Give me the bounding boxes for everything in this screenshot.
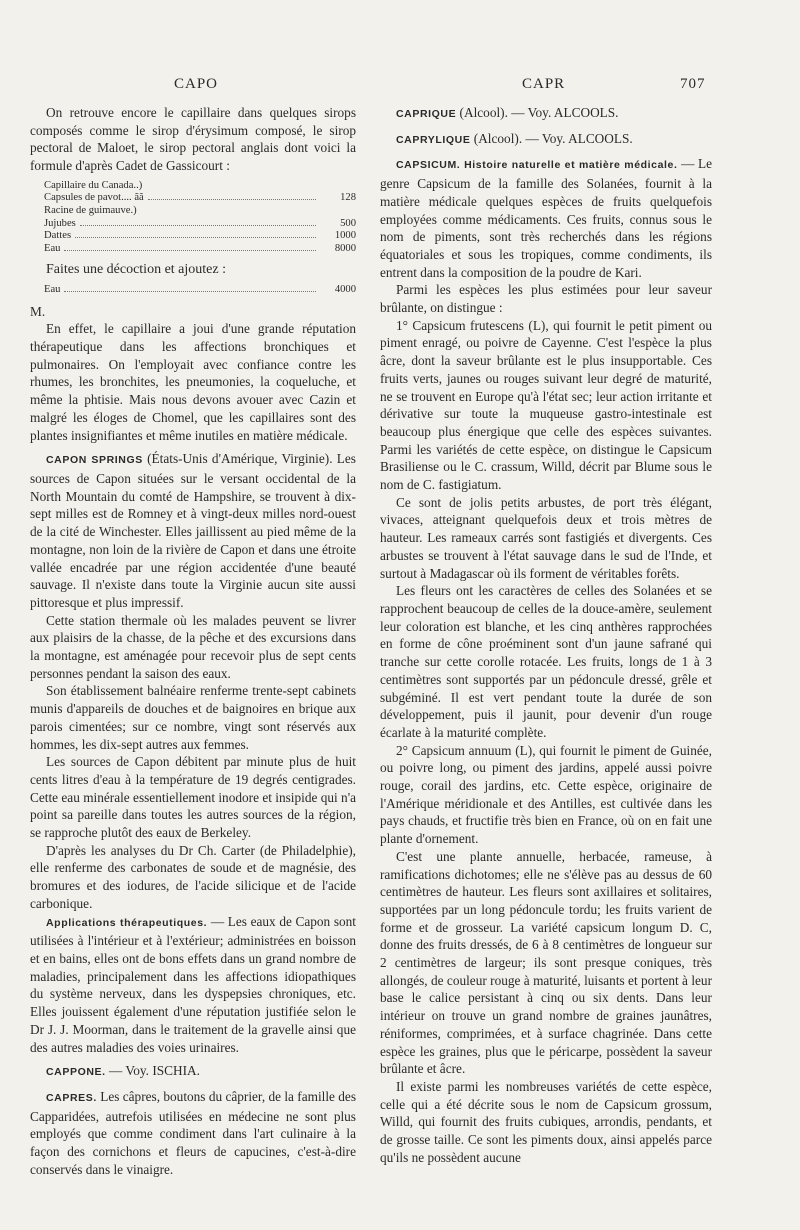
recipe-table-2 [44, 284, 356, 297]
recipe-mark: M. [30, 303, 46, 319]
running-header-center: CAPR [522, 76, 566, 92]
intro-paragraph: On retrouve encore le capillaire dans quelques sirops composés comme le sirop d'érysimum composé, le sirop pectoral de Maloet, le sirop pectoral anglais dont voici la formule d'après Cadet de Gassicourt : [30, 105, 356, 174]
headword: CAPON SPRINGS [46, 454, 143, 467]
headword: CAPRIQUE [396, 108, 457, 120]
subheading: Applications thérapeutiques. [46, 916, 208, 929]
headword: CAPRES. [46, 1091, 97, 1104]
recipe-row: Capillaire du Canada.. ) [44, 179, 143, 191]
headword: CAPSICUM. Histoire naturelle et matière médicale. [396, 159, 678, 172]
recipe-table [44, 180, 356, 256]
entry-caprique: CAPRIQUE (Alcool). — Voy. ALCOOLS. [396, 105, 619, 120]
debit-paragraph: Les sources de Capon débitent par minute plus de huit cents litres d'eau à la température de 19 degrés centigrades. Cette eau minérale essentiellement inodore et insipide qui n'a point sa pareille dans toutes les autres sources de la région, se rapproche plutôt des eaux de Berkeley. [30, 754, 356, 841]
recipe-row: Racine de guimauve. ) [44, 205, 137, 216]
existe-paragraph: Il existe parmi les nombreuses variétés de cette espèce, celle qui a été décrite sous le nom de Capsicum grossum, Willd, qui fournit des fruits cubiques, arrondis, pendants, et de grosse taille. Ce sont les piments doux, ainsi appelés parce qu'ils ne possèdent aucune [380, 1078, 712, 1165]
decoction-line: Faites une décoction et ajoutez : [46, 262, 226, 278]
right-column [380, 104, 712, 1166]
plante-paragraph: C'est une plante annuelle, herbacée, rameuse, à ramifications dichotomes; elle ne s'élève pas au dessus de 60 centimètres de hauteur. Les fleurs sont axillaires et solitaires, supportées par un long pédoncule tordu; les fruits varient de forme et de grosseur. La variété capsicum longum D. C, donne des fruits dressés, de 6 à 8 centimètres de longueur sur 2 centimètres de largeur; ils sont presque coniques, très allongés, de couleur rouge à maturité, luisants et portent à leur base le calice persistant à cinq ou six dents. Dans leur intérieur on trouve un grand nombre de graines jaunâtres, réniformes, comprimées, et à surface chagrinée. Dans cette espèce les graines, plus que le péricarpe, possèdent la saveur brûlante et âcre. [380, 848, 712, 1077]
applications-paragraph: Applications thérapeutiques. — Les eaux de Capon sont utilisées à l'intérieur et à l'extérieur; administrées en boisson et en bains, elles ont de bons effets dans un grand nombre de maladies, principalement dans les affections idiopathiques du système nerveux, dans les dyspepsies chroniques, etc. Elles jouissent également d'une réputation justifiée selon le Dr J. J. Moorman, dans le traitement de la gravelle ainsi que des autres maladies des voies urinaires. [30, 913, 357, 1055]
headword: CAPPONE. [46, 1066, 106, 1079]
etablissement-paragraph: Son établissement balnéaire renferme trente-sept cabinets munis d'appareils de douches et de baignoires en brique aux parois cimentées; sur ce nombre, vingt sont réservés aux hommes, les dix-sept autres aux femmes. [30, 683, 356, 752]
page-number: 707 [680, 76, 706, 92]
recipe-row: Dattes 1000 [44, 230, 356, 242]
running-header-left: CAPO [174, 76, 219, 92]
headword: CAPRYLIQUE [396, 133, 471, 146]
entry-capres: CAPRES. Les câpres, boutons du câprier, de la famille des Capparidées, autrefois utilisées en médecine ne sont plus employés que comme condiment dans l'art culinaire à la façon des cornichons et fleurs de capucines, c'est-à-dire conservés dans le vinaigre. [30, 1088, 356, 1177]
annuum-paragraph: 2° Capsicum annuum (L), qui fournit le piment de Guinée, ou poivre long, ou piment des jardins, appelé aussi poivre rouge, corail des jardins, etc. Cette espèce, originaire de l'Amérique méridionale et des Antilles, est cultivée dans les pays chauds, et fructifie très bien en France, où on en fait une plante d'ornement. [380, 742, 712, 847]
entry-caprylique: CAPRYLIQUE (Alcool). — Voy. ALCOOLS. [396, 130, 633, 146]
reputation-paragraph: En effet, le capillaire a joui d'une grande réputation thérapeutique dans les affections bronchiques et pulmonaires. On l'employait avec confiance contre les rhumes, les bronchites, les pneumonies, la coqueluche, et même la phtisie. Mais nous devons avouer avec Cazin et malgré les éloges de Chomel, que les capillaires sont des plantes insignifiantes et même inutiles en matière médicale. [30, 321, 356, 443]
entry-cappone: CAPPONE. — Voy. ISCHIA. [46, 1063, 200, 1079]
station-paragraph: Cette station thermale où les malades peuvent se livrer aux plaisirs de la chasse, de la pêche et des excursions dans la montagne, est aménagée pour recevoir plus de sept cents personnes pendant la saison des eaux. [30, 612, 356, 681]
fleurs-paragraph: Les fleurs ont les caractères de celles des Solanées et se rapprochent beaucoup de celles de la douce-amère, seulement leur coloration est blanche, et les cinq anthères rapprochées en forme de cône proéminent sont d'un jaune safrané qui tranche sur cette corolle rotacée. Les fruits, longs de 1 à 3 centimètres sont supportés par un pédoncule dressé, grêle et subgéminé. Il est vert pendant toute la durée de son développement, puis il jaunit, pour devenir d'un rouge écarlate à la maturité complète. [380, 583, 712, 740]
recipe-row: Jujubes 500 [44, 217, 356, 229]
entry-capon-springs: CAPON SPRINGS (États-Unis d'Amérique, Virginie). Les sources de Capon situées sur le versant occidental de la North Mountain du comté de Hampshire, se trouvent à dix-sept milles est de Romney et à vingt-deux milles nord-ouest de la cité de Winchester. Elles jaillissent au pied même de la montagne, non loin de la rivière de Capon et dans une étroite vallée encadrée par une région accidentée d'une beauté sauvage. Il n'existe dans toute la Virginie aucun site aussi pittoresque et plus impressif. [30, 451, 356, 610]
recipe-row: Capsules de pavot.... ãã 128 [44, 192, 356, 204]
arbustes-paragraph: Ce sont de jolis petits arbustes, de port très élégant, vivaces, atteignant quelquefois deux et trois mètres de hauteur. Les rameaux carrés sont fastigiés et divergents. Ces arbustes se trouvent à l'état sauvage dans le sud de l'Inde, et surtout à Madagascar où ils forment de véritables forêts. [380, 494, 712, 581]
recipe-row: Eau 8000 [44, 242, 356, 254]
entry-capsicum: CAPSICUM. Histoire naturelle et matière médicale. — Le genre Capsicum de la famille des Solanées, fournit à la matière médicale quelques espèces de fruits quelquefois employées comme médicaments. Ces fruits, connus sous le nom de piments, sont très recherchés dans les régions équatoriales et sous les tropiques, comme condiments, ils entrent dans la composition de la poudre de Kari. [380, 156, 712, 280]
recipe-row: Eau 4000 [44, 284, 356, 296]
left-column [30, 104, 356, 1178]
parmi-paragraph: Parmi les espèces les plus estimées pour leur saveur brûlante, on distingue : [380, 282, 712, 316]
analyses-paragraph: D'après les analyses du Dr Ch. Carter (de Philadelphie), elle renferme des carbonates de soude et de magnésie, des bromures et des iodures, de l'acide silicique et de l'acide carbonique. [30, 842, 356, 911]
frutescens-paragraph: 1° Capsicum frutescens (L), qui fournit le petit piment ou piment enragé, ou poivre de Cayenne. C'est l'espèce la plus âcre, dont la saveur brûlante est le plus insupportable. Ces fruits verts, jaunes ou rouges suivant leur degré de maturité, ne se trouvent en Europe qu'à l'état sec; leur action irritante et dérivative sur toute la muqueuse gastro-intestinale est beaucoup plus énergique que celle des espèces suivantes. Parmi les variétés de cette espèce, on distingue le Capsicum Brasiliense ou le C. crassum, Willd, décrit par Blume sous le nom de C. fastigiatum. [380, 317, 712, 493]
